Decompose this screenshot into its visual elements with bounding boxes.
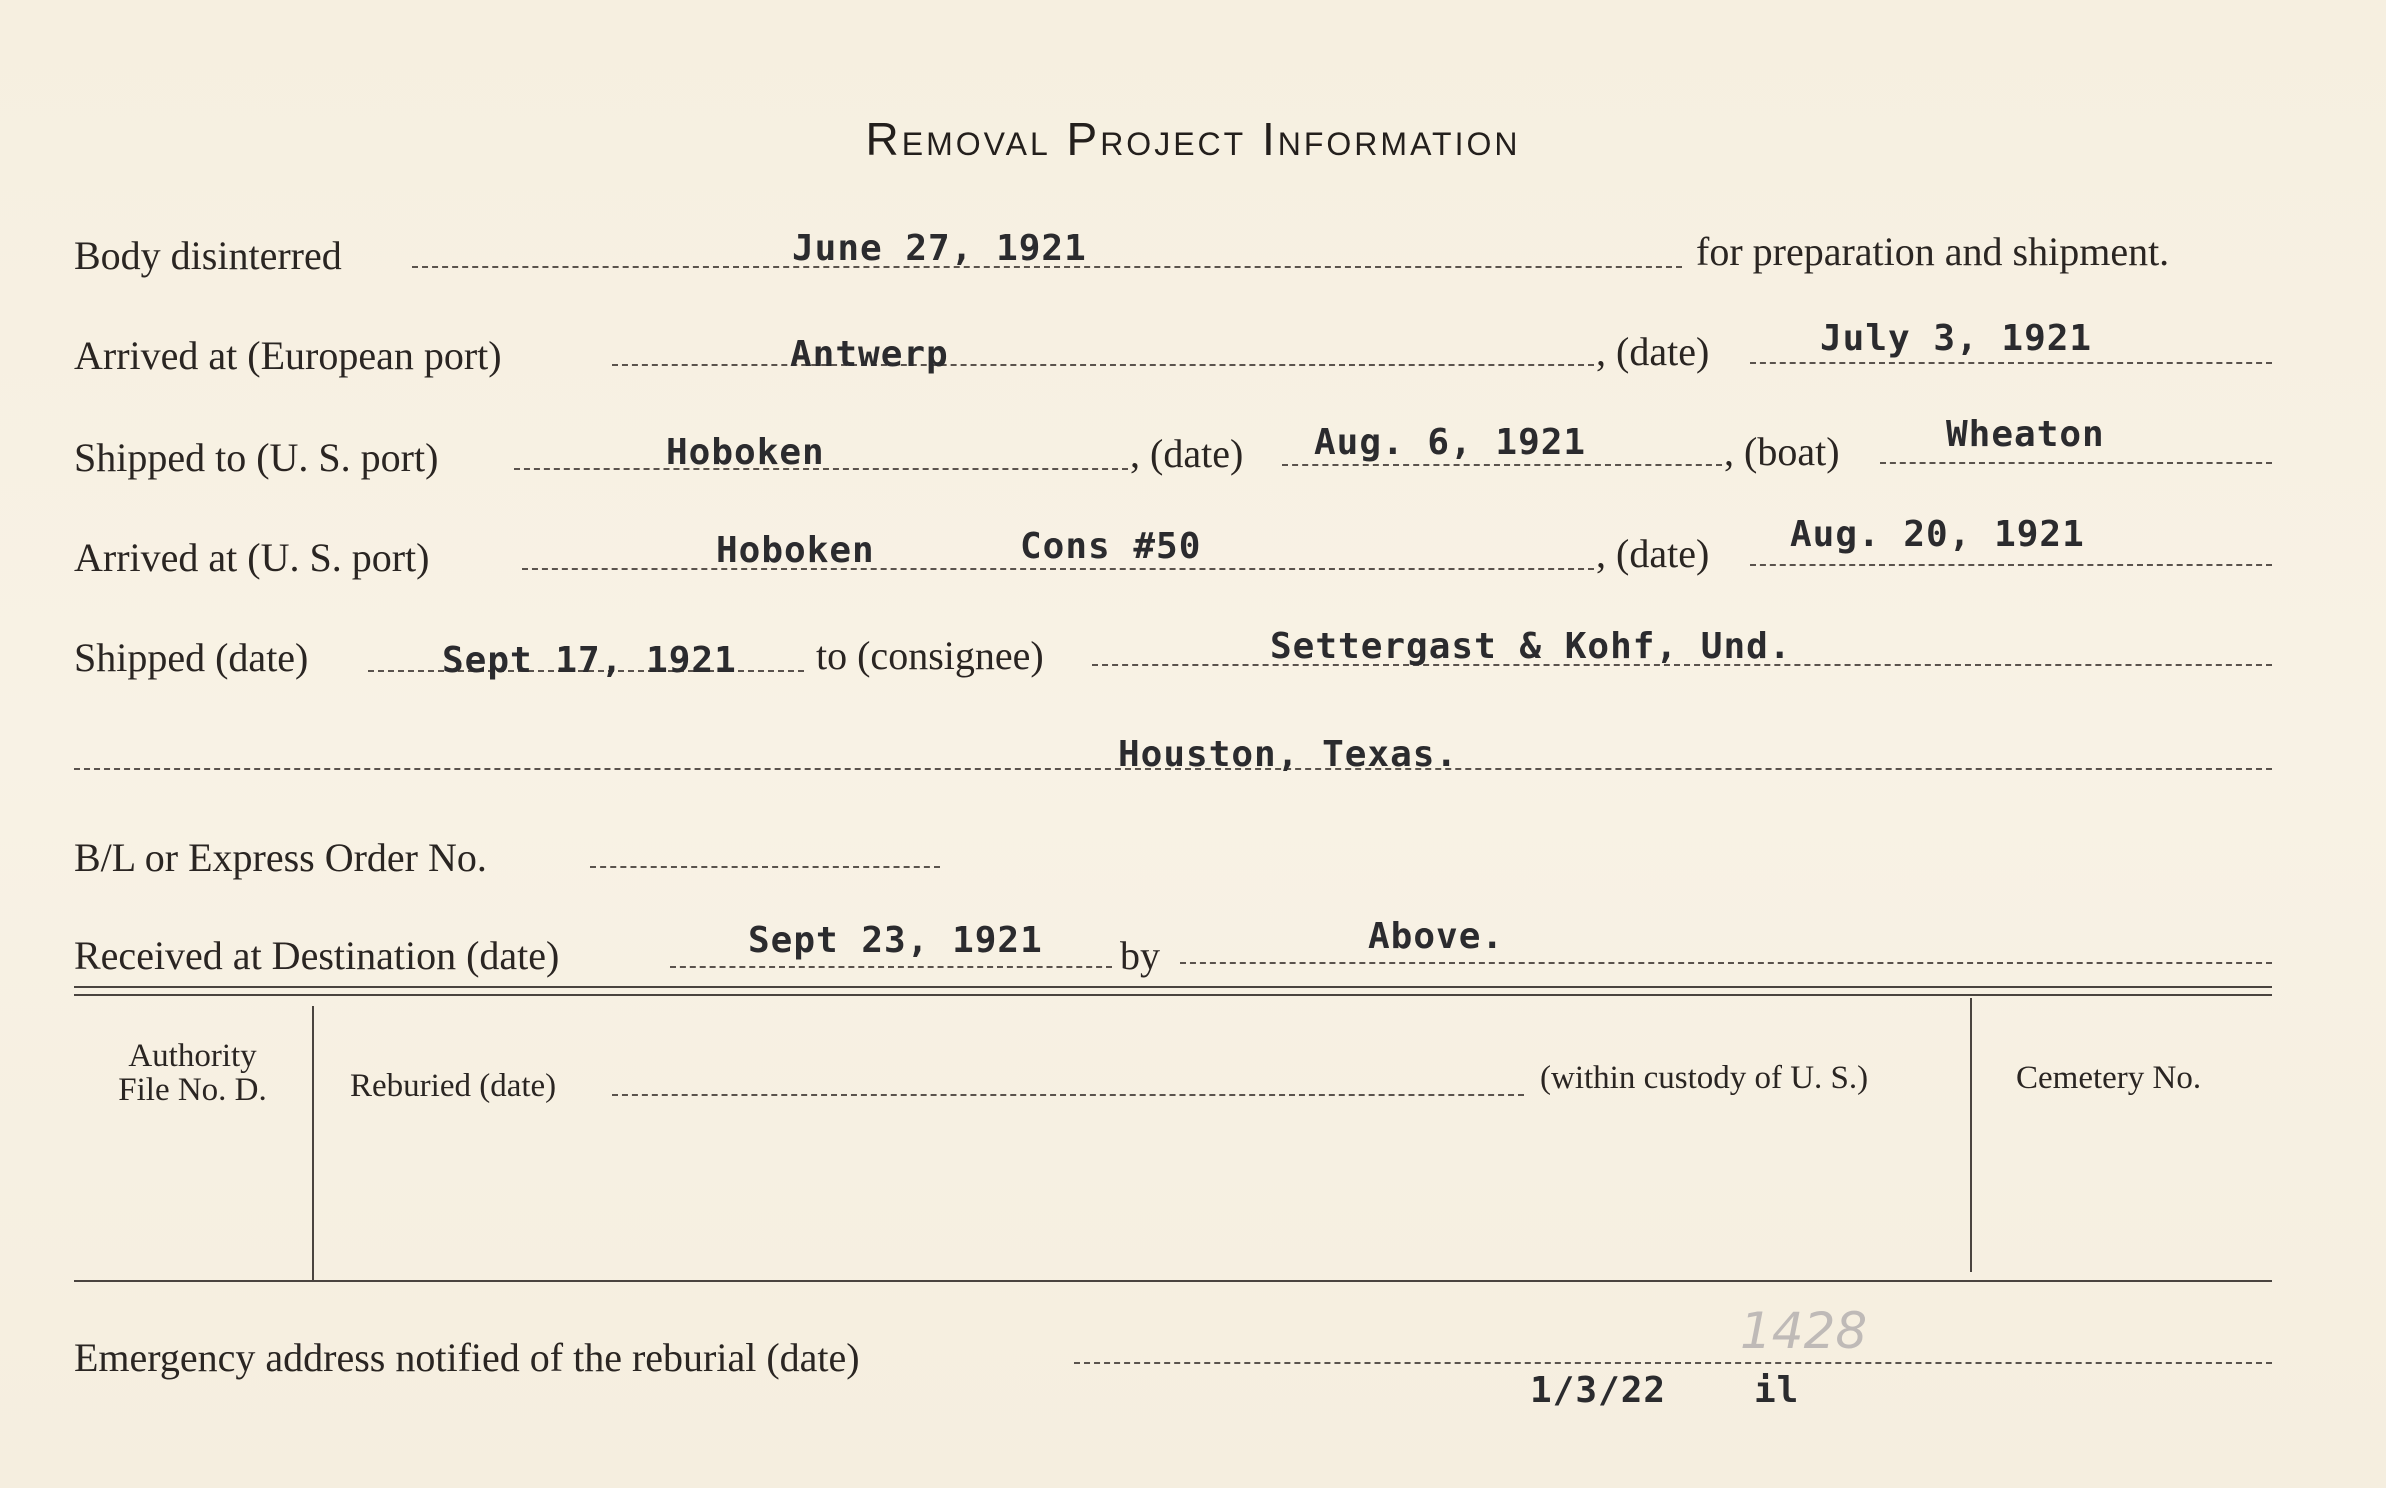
table-top-rule-1 <box>74 986 2272 988</box>
european-port-date-label: , (date) <box>1596 329 1710 374</box>
reburied-label: Reburied (date) <box>350 1068 557 1104</box>
emergency-line <box>1074 1362 2272 1364</box>
custody-label: (within custody of U. S.) <box>1540 1060 1869 1096</box>
shipped-us-date-label: , (date) <box>1130 431 1244 476</box>
received-by-line <box>1180 962 2272 964</box>
shipped-us-port-label: Shipped to (U. S. port) <box>74 435 439 480</box>
shipped-date-label: Shipped (date) <box>74 635 309 680</box>
arrived-us-date-value: Aug. 20, 1921 <box>1790 514 2085 555</box>
shipped-us-port-value: Hoboken <box>666 432 825 473</box>
emergency-date-value: 1/3/22 <box>1530 1370 1667 1411</box>
received-by-value: Above. <box>1368 916 1505 957</box>
emergency-label: Emergency address notified of the reburial (date) <box>74 1335 860 1380</box>
disinterred-date-value: June 27, 1921 <box>792 228 1087 269</box>
authority-file-label: File No. D. <box>118 1072 267 1108</box>
emergency-initials: il <box>1754 1370 1800 1411</box>
arrived-us-port-line <box>522 568 1594 570</box>
reburied-line <box>612 1094 1524 1096</box>
bl-label: B/L or Express Order No. <box>74 835 487 880</box>
arrived-us-cons-value: Cons #50 <box>1020 526 1202 567</box>
shipped-us-boat-value: Wheaton <box>1946 414 2105 455</box>
table-top-rule-2 <box>74 994 2272 996</box>
card-title: Removal Project Information <box>865 113 1521 165</box>
arrived-us-port-value: Hoboken <box>716 530 875 571</box>
shipped-us-boat-line <box>1880 462 2272 464</box>
received-label: Received at Destination (date) <box>74 933 560 978</box>
received-date-line <box>670 966 1112 968</box>
european-port-value: Antwerp <box>790 334 949 375</box>
european-port-date-line <box>1750 362 2272 364</box>
table-divider-left <box>312 1006 314 1280</box>
consignee-label: to (consignee) <box>816 633 1044 678</box>
authority-label: Authority <box>128 1038 257 1074</box>
arrived-us-date-line <box>1750 564 2272 566</box>
consignee-value: Settergast & Kohf, Und. <box>1270 626 1792 667</box>
table-bottom-rule <box>74 1280 2272 1282</box>
arrived-us-port-label: Arrived at (U. S. port) <box>74 535 430 580</box>
shipped-us-boat-label: , (boat) <box>1724 429 1840 474</box>
disinterred-suffix: for preparation and shipment. <box>1696 229 2170 274</box>
european-port-label: Arrived at (European port) <box>74 333 502 378</box>
table-divider-right <box>1970 998 1972 1272</box>
arrived-us-date-label: , (date) <box>1596 531 1710 576</box>
european-port-line <box>612 364 1594 366</box>
received-date-value: Sept 23, 1921 <box>748 920 1043 961</box>
consignee-city-value: Houston, Texas. <box>1118 734 1459 775</box>
european-port-date-value: July 3, 1921 <box>1820 318 2093 359</box>
pencil-note: 1428 <box>1740 1302 1868 1360</box>
shipped-date-value: Sept 17, 1921 <box>442 640 737 681</box>
bl-line <box>590 866 940 868</box>
shipped-us-date-line <box>1282 464 1722 466</box>
cemetery-label: Cemetery No. <box>2016 1060 2202 1096</box>
disinterred-label: Body disinterred <box>74 233 342 278</box>
shipped-us-date-value: Aug. 6, 1921 <box>1314 422 1587 463</box>
received-by-label: by <box>1120 933 1160 978</box>
